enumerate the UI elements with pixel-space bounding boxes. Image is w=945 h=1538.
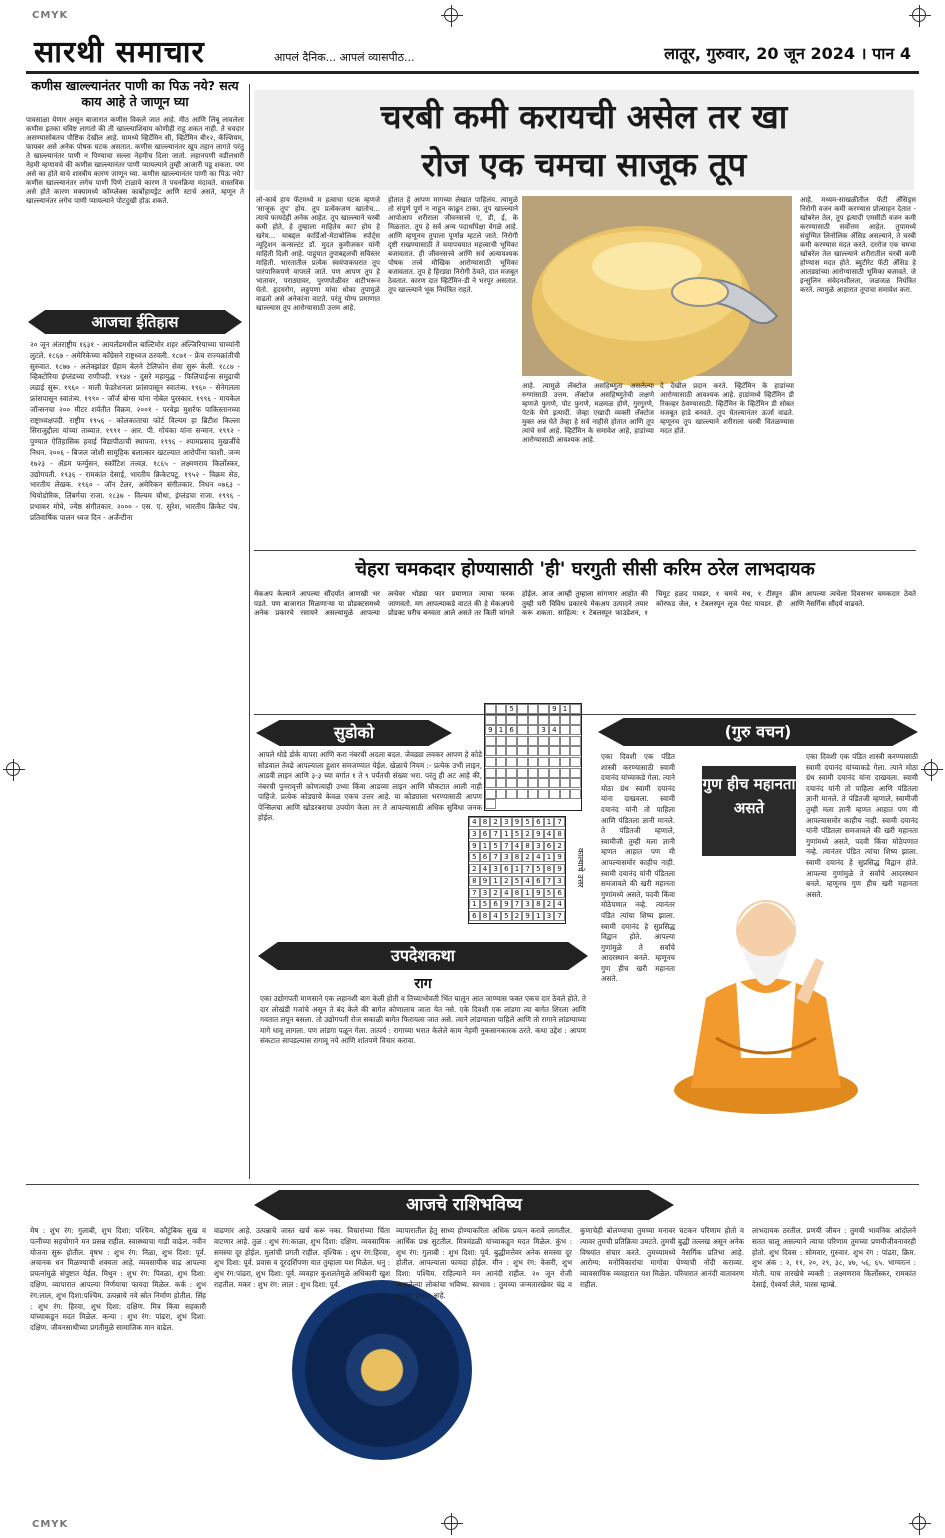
sudoku-cell: 7 <box>554 817 565 827</box>
sudoku-cell[interactable] <box>517 736 528 746</box>
sage-illustration-icon <box>666 858 866 1118</box>
horoscope-title: आजचे राशिभविष्य <box>406 1195 522 1215</box>
registration-mark-icon <box>6 762 20 776</box>
sudoku-cell: 2 <box>490 817 501 827</box>
sudoku-cell[interactable] <box>517 704 528 714</box>
sudoku-cell: 6 <box>469 911 480 921</box>
registration-mark-icon <box>444 1516 458 1530</box>
registration-mark-icon <box>912 1516 926 1530</box>
sudoku-cell[interactable] <box>538 768 549 778</box>
sudoku-cell[interactable] <box>549 757 560 767</box>
sudoku-cell: 5 <box>512 829 523 839</box>
sudoku-cell: 5 <box>480 899 491 909</box>
sudoku-cell[interactable]: 3 <box>538 725 549 735</box>
sudoku-cell: 8 <box>554 829 565 839</box>
history-title: आजचा ईतिहास <box>91 313 179 331</box>
sudoku-cell: 2 <box>544 899 555 909</box>
sudoku-answer-grid <box>468 816 566 924</box>
sudoku-cell: 8 <box>480 817 491 827</box>
headline-line-2: रोज एक चमचा साजूक तूप <box>421 145 747 184</box>
sudoku-cell[interactable] <box>570 715 581 725</box>
sudoku-cell: 8 <box>480 911 491 921</box>
masthead <box>26 28 919 74</box>
sudoku-cell[interactable] <box>528 715 539 725</box>
sudoku-cell: 9 <box>512 817 523 827</box>
sudoku-cell[interactable] <box>528 725 539 735</box>
upadesh-story-title: राग <box>414 976 432 992</box>
sudoku-cell[interactable] <box>538 746 549 756</box>
sudoku-cell[interactable]: 1 <box>496 725 507 735</box>
sudoku-cell: 5 <box>490 841 501 851</box>
sudoku-cell[interactable] <box>496 768 507 778</box>
sudoku-cell[interactable] <box>570 725 581 735</box>
left-article-title: कणीस खाल्ल्यानंतर पाणी का पिऊ नये? सत्य काय आहे ते जाणून घ्या <box>31 78 239 109</box>
sudoku-cell: 7 <box>554 911 565 921</box>
sudoku-cell: 6 <box>533 817 544 827</box>
sudoku-cell: 3 <box>501 817 512 827</box>
sudoku-cell[interactable] <box>549 768 560 778</box>
sudoku-cell: 7 <box>490 852 501 862</box>
sudoku-cell: 2 <box>522 852 533 862</box>
sudoku-cell[interactable] <box>570 778 581 788</box>
sudoku-cell: 6 <box>544 841 555 851</box>
sudoku-cell: 7 <box>469 888 480 898</box>
sudoku-cell[interactable] <box>485 778 496 788</box>
sudoku-cell[interactable] <box>485 799 496 809</box>
ghee-spoon-image <box>522 196 792 376</box>
sudoku-cell[interactable] <box>570 789 581 799</box>
sudoku-cell[interactable] <box>538 789 549 799</box>
sudoku-cell[interactable] <box>570 746 581 756</box>
sudoku-cell[interactable] <box>506 768 517 778</box>
sudoku-cell: 6 <box>490 899 501 909</box>
sudoku-cell: 1 <box>544 817 555 827</box>
face-article-body: मेकअप केल्याने आपल्या सौंदर्यात आणखी भर पडते. पण बाजारात मिळणाऱ्या या प्रोडक्टसमध्ये अनेक प्रकारचे रसायने असल्यामुळे आपल्या त्वचेवर थोड्या फार प्रमाणात त्याचा फरक जाणवतो. मग आपल्याकडे वाटतं की हे मेकअपचे प्रोडक्ट घरीच बनवता आले असते तर किती चांगले होईल. आज आम्ही तुम्हाला सांगणार आहोत की तुम्ही घरी विविध प्रकारचे मेकअप उत्पादने तयार करू शकता. साहित्य: १ टेबलस्पून फाउंडेशन, १ चिमूट हळद पावडर, १ चमचे मध, १ टीस्पून कोरफड जेल, १ टेबलस्पून लूज पेस्ट पावडर. ही क्रीम आपल्या त्वचेला दिवसभर चमकदार ठेवते आणि नैसर्गिक सौंदर्य वाढवते. <box>254 590 916 618</box>
main-article-col-1: लो-कार्ब हाय फॅटमध्ये म हत्वाचा घटक म्हणजे 'साजूक तूप' होय. तूप प्रत्येकजण खातोच... त्याचे फायदेही अनेक आहेत. तूप खाल्ल्याने चरबी कमी होते, हे तुम्हाला माहितेय का? होय हे खरेय... याबद्दल कार्डिओ-मेटाबोलिक स्पोर्ट्स न्यूट्रिशन कन्सल्टंट डॉ. मुदत कुमीजकर यांनी माहिती दिली आहे. पाहूयात तुपाबद्दलची सविस्तर माहिती. भारतातील प्रत्येक स्वयंपाकघरात तूप पारंपारिकपणे वापरले जाते. पण आपण तूप हे भातावर, पराठ्यावर, पुरणपोळीवर वाटीभरून घेतो. हृदयरोग, लठ्ठपणा यांचा धोका तुपामुळे वाढतो असे अनेकांना वाटते. परंतु योग्य प्रमाणात खाल्ल्यास तूप आरोग्यासाठी उत्तम आहे. <box>256 196 380 312</box>
sudoku-cell: 3 <box>501 852 512 862</box>
sudoku-cell: 5 <box>522 817 533 827</box>
cmyk-mark: CMYK <box>32 10 69 21</box>
sudoku-cell: 9 <box>522 911 533 921</box>
sudoku-cell[interactable] <box>517 789 528 799</box>
sudoku-cell: 4 <box>533 852 544 862</box>
sudoku-cell[interactable] <box>496 757 507 767</box>
guru-body-left: एका दिवशी एक पंडित शास्त्री करण्यासाठी स्वामी दयानंद यांच्याकडे गेला. त्याने मोठा ग्रंथ स्वामी दयानंद यांना दाखवला. स्वामी दयानंद यांनी तो पाहिला आणि पंडितला ज्ञानी मानले. ते पंडितजी म्हणाले, स्वामीजी तुम्ही मला ज्ञानी म्हणत आहात पण मी आपल्यासमोर काहीच नाही. स्वामी दयानंद यांनी पंडितला समजावले की खरी महानता गुणांमध्ये असते, पदवी किंवा मोठेपणात नव्हे. त्यानंतर पंडित त्यांचा शिष्य झाला. स्वामी दयानंद हे सुप्रसिद्ध विद्वान होते. आपल्या गुणांमुळे ते सर्वांचे आदरस्थान बनले. म्हणूनच गुण हीच खरी महानता असते. <box>601 752 675 984</box>
sudoku-cell[interactable] <box>496 789 507 799</box>
sudoku-cell[interactable] <box>528 778 539 788</box>
sudoku-cell[interactable] <box>506 746 517 756</box>
horoscope-col-3: व्यापारातील हेतु साध्य होण्याकरिता अधिक प्रयत्न करावे लागतील. आर्थिक प्रश्न सुटतील. मित्रमंडळी यांच्याकडून मदत मिळेल. कुंभ : शुभ रंग: गुलाबी : शुभ दिशा: पूर्व. बुद्धीमत्तेवर अनेक समस्या दूर होतील. आपल्याला फायदा होईल. मीन : शुभ रंग: केसरी, शुभ दिशा: पश्चिम. राहिल्याने मन आनंदी राहील. २० जून रोजी जन्मलेल्या लोकांचा भविष्य. स्वभाव : तुमच्या जन्मतारखेवर चंद्र व बुधाचा प्रभाव आहे. <box>396 1226 572 1300</box>
sudoku-cell[interactable] <box>506 778 517 788</box>
sudoku-cell: 7 <box>490 829 501 839</box>
sudoku-cell[interactable] <box>570 704 581 714</box>
horoscope-col-2-top: वाढणार आहे. उत्पन्नाचे जास्त खर्च करू नका. विचारांच्या चिंता वाटणार आहे. तुळ : शुभ रंग:काळा, शुभ दिशा: दक्षिण. व्यवसायिक समस्या दूर होईल. मुलांची प्रगती राहील. वृश्चिक : शुभ रंग:हिरवा, शुभ दिशा: पूर्व. प्रवास व दूरदर्शिपणा यात तुम्हाला यश मिळेल. धनु : शुभ रंग:पांढरा, शुभ दिशा: पूर्व. व्यवहार कुशलतेमुळे अधिकारी खुश राहतील. मकर : शुभ रंग: लाल : शुभ दिशा: पूर्व. <box>214 1226 390 1289</box>
newspaper-logo: सारथी समाचार <box>34 35 205 70</box>
sudoku-cell[interactable] <box>528 757 539 767</box>
registration-mark-icon <box>444 8 458 22</box>
sudoku-cell[interactable] <box>506 757 517 767</box>
sudoku-cell[interactable] <box>570 757 581 767</box>
sudoku-cell: 3 <box>480 888 491 898</box>
sudoku-cell: 2 <box>522 829 533 839</box>
sudoku-cell: 3 <box>533 841 544 851</box>
headline-line-1: चरबी कमी करायची असेल तर खा <box>380 97 788 136</box>
sudoku-cell: 4 <box>490 911 501 921</box>
sudoku-cell: 5 <box>512 876 523 886</box>
sudoku-cell: 5 <box>533 864 544 874</box>
sudoku-cell: 4 <box>512 841 523 851</box>
sudoku-cell[interactable] <box>485 736 496 746</box>
sudoku-cell[interactable] <box>549 789 560 799</box>
sudoku-cell: 9 <box>469 841 480 851</box>
sudoku-cell: 3 <box>544 911 555 921</box>
sudoku-cell: 1 <box>490 876 501 886</box>
sudoku-cell: 2 <box>512 911 523 921</box>
sudoku-cell: 4 <box>522 876 533 886</box>
sudoku-cell[interactable] <box>538 757 549 767</box>
sudoku-cell: 1 <box>512 864 523 874</box>
sudoku-cell[interactable] <box>517 768 528 778</box>
sudoku-cell[interactable] <box>560 715 571 725</box>
upadesh-body: एका उद्योगपती माणसाने एक लहानशी बाग केली होती व तिच्याभोवती भिंत घालून आत जाण्यास फक्त एकच दार ठेवले होते. ते दार लोखंडी गजांचे असून ते बंद केले की बागेत कोणालाच जाता येत नसे. एके दिवशी एक लांडगा त्या बागेत शिरला आणि गवतात लपून बसला. तो उद्योगपती रोज सकाळी बागेत फिरायला जात असे. त्याने लांडग्याला पाहिले आणि तो रागाने लांडग्याच्या मागे धावू लागला. पण लांडगा पळून गेला. तात्पर्य : रागाच्या भरात केलेले काम नेहमी नुकसानकारक ठरते. कथा उद्देश : आपण संकटात सापडल्यास रागावू नये आणि शांतपणे विचार करावा. <box>260 994 586 1046</box>
sudoku-cell: 7 <box>512 899 523 909</box>
sudoku-cell[interactable]: 9 <box>549 704 560 714</box>
sudoku-cell: 8 <box>512 852 523 862</box>
sudoku-cell[interactable] <box>528 746 539 756</box>
sudoku-cell: 1 <box>480 841 491 851</box>
sudoku-cell[interactable] <box>485 789 496 799</box>
sudoku-cell[interactable] <box>517 715 528 725</box>
sudoku-cell: 9 <box>533 888 544 898</box>
sudoku-rules: आपले थोडे डोके वापरा आणि करा नंबरची अदला बदल. जेवढ्या लवकर आपण हे कोडे सोडवाल तेवढे आपल्याला हुशार समजण्यात येईल. खेळाचे नियम :- प्रत्येक उभी लाइन, आडवी लाइन आणि ३-३ च्या वर्गात १ ते ९ पर्यंतची संख्या भरा. परंतु ही अट आहे की, नंबरची पुनरावृत्ती कोणत्याही उभ्या किंवा आडव्या लाइन आणि चौकटात आली नाही पाहिजे. प्रत्येक कोड्याचे केवळ एकच उत्तर आहे. या कोड्याला भरण्यासाठी आपण पेन्सिलचा आणि खोडरबराचा उपयोग केला तर ते आपल्यासाठी अधिक सुविधा जनक होईल. <box>258 750 482 822</box>
sudoku-cell: 6 <box>533 876 544 886</box>
sudoku-answer-label: काल्याचे उत्तर <box>576 848 585 888</box>
sudoku-cell[interactable] <box>560 768 571 778</box>
sudoku-cell[interactable]: 6 <box>506 725 517 735</box>
sudoku-cell[interactable] <box>560 725 571 735</box>
ghee-jar-icon <box>522 196 792 376</box>
sudoku-cell[interactable] <box>506 789 517 799</box>
registration-mark-icon <box>912 8 926 22</box>
sudoku-cell[interactable] <box>496 704 507 714</box>
sudoku-cell[interactable]: 4 <box>549 725 560 735</box>
sudoku-cell[interactable] <box>517 757 528 767</box>
sudoku-cell: 8 <box>533 899 544 909</box>
sudoku-cell[interactable] <box>560 757 571 767</box>
sudoku-cell: 7 <box>501 841 512 851</box>
horoscope-col-5: लाभदायक ठरतील. प्रणयी जीवन : तुमची भावनिक आंदोलने सतत चालू असल्याने त्याचा परिणाम तुमच्या प्रणयीजीवनावरही होतो. शुभ दिवस : सोमवार, गुरुवार. शुभ रंग : पांढरा, क्रिम. शुभ अंक : २, ११, २०, २९, ३८, ४७, ५६, ६५. भाग्यरत्न : मोती. याच तारखेचे व्यक्ती : लक्ष्मणराव किर्लोस्कर, रामकांत देसाई, ऐश्वर्या लेले, पारस म्हाम्ब्रे. <box>752 1226 916 1289</box>
sudoku-puzzle-grid[interactable] <box>484 703 582 811</box>
sudoku-cell: 2 <box>490 888 501 898</box>
sudoku-cell: 5 <box>501 911 512 921</box>
sudoku-cell[interactable] <box>538 715 549 725</box>
sudoku-cell[interactable] <box>538 704 549 714</box>
sudoku-cell[interactable] <box>485 746 496 756</box>
sudoku-cell[interactable] <box>528 736 539 746</box>
sudoku-cell[interactable] <box>528 789 539 799</box>
sudoku-cell[interactable] <box>506 715 517 725</box>
sudoku-cell[interactable] <box>485 757 496 767</box>
sudoku-cell[interactable] <box>570 736 581 746</box>
sudoku-cell: 6 <box>554 888 565 898</box>
sudoku-cell[interactable]: 9 <box>485 725 496 735</box>
sudoku-cell[interactable] <box>549 746 560 756</box>
sudoku-cell[interactable] <box>560 778 571 788</box>
sudoku-cell[interactable] <box>496 715 507 725</box>
sudoku-cell: 1 <box>501 829 512 839</box>
sudoku-cell: 8 <box>544 864 555 874</box>
newspaper-page <box>26 28 919 1512</box>
sudoku-cell: 1 <box>544 852 555 862</box>
sudoku-cell: 7 <box>544 876 555 886</box>
guru-body-right: एका दिवशी एक पंडित शास्त्री करण्यासाठी स्वामी दयानंद यांच्याकडे गेला. त्याने मोठा ग्रंथ स्वामी दयानंद यांना दाखवला. स्वामी दयानंद यांनी तो पाहिला आणि पंडितला ज्ञानी मानले. ते पंडितजी म्हणाले, स्वामीजी तुम्ही मला ज्ञानी म्हणत आहात पण मी आपल्यासमोर काहीच नाही. स्वामी दयानंद यांनी पंडितला समजावले की खरी महानता गुणांमध्ये असते, पदवी किंवा मोठेपणात नव्हे. त्यानंतर पंडित त्यांचा शिष्य झाला. स्वामी दयानंद हे सुप्रसिद्ध विद्वान होते. आपल्या गुणांमुळे ते सर्वांचे आदरस्थान बनले. म्हणूनच गुण हीच खरी महानता असते. <box>806 752 918 899</box>
sudoku-cell[interactable] <box>485 704 496 714</box>
sudoku-cell: 2 <box>469 864 480 874</box>
sudoku-cell: 6 <box>480 829 491 839</box>
sudoku-cell: 1 <box>469 899 480 909</box>
main-article-headline <box>254 90 914 190</box>
sudoku-title: सुडोको <box>334 723 374 742</box>
main-article-col-3: आहे. त्यामुळे लॅक्टोज असहिष्णुता असलेल्या रुग्णांसाठी उत्तम. लॅक्टोज असहिष्णुतेची लक्षणे म्हणजे फुगणे, पोट फुगणे, मळमळ होणे, गुरगुरणे, पेटके येणे इत्यादी. जेव्हा एखादी व्यक्ती लॅक्टोज मुक्त अन्न घेते तेव्हा हे सर्व नाहीसे होतात आणि तूप त्यांचे सर्व आहे. व्हिटॅमिन के समावेश आहे, हाडांच्या आरोग्यासाठी आवश्यक आहे. <box>522 382 654 444</box>
horoscope-col-1: मेष : शुभ रंग: गुलाबी, शुभ दिशा: पश्चिम. कौटुंबिक सुख व पत्नीच्या सहयोगाने मन प्रसन्न राहील. स्वास्थ्याचा गाडी वाढेल. नवीन योजना सुरू होतील. वृषभ : शुभ रंग: निळा, शुभ दिशा: पूर्व. अचानक धन मिळण्याची शक्यता आहे. व्यवसायीक वाढ आपल्या प्रयत्नांमुळे संपुष्टात येईल. मिथुन : शुभ रंग: पिवळा, शुभ दिशा: दक्षिण. व्यापारात आपल्या निर्णयाचा फायदा मिळेल. कर्क : शुभ रंग:लाल, शुभ दिशा:पश्चिम. उत्पन्नाचे नवे स्रोत निर्माण होतील. सिंह : शुभ रंग: हिरवा, शुभ दिशा: दक्षिण. मित्र किंवा सहकारी यांच्याकडून मदत मिळेल. कन्या : शुभ रंग: पांढरा, शुभ दिशा: दक्षिण. जीवनसाथीच्या प्रगतीमुळे सामाजिक मान वाढेल. <box>30 1226 206 1333</box>
sudoku-cell[interactable]: 5 <box>506 704 517 714</box>
history-body: २० जून अंतराष्ट्रीय १६३१ - आयर्लंडमधील बाल्टिमोर शहर अल्जिरियाच्या चाच्यांनी लुटले. १८६७ - अमेरिकेच्या काँग्रेसने राष्ट्रध्वज ठरवली. १८७१ - फ्रेंच राज्यक्रांतीची सुरुवात. १८७७ - अलेक्झांडर ग्रॅहाम बेलने टेलिफोन सेवा सुरू केली. १८८७ - व्हिक्टोरिया इंग्लंडच्या राणीपदी. १९४४ - दुसरे महायुद्ध - फिलिपाईन्स समुद्राची लढाई सुरू. १९६० - माली फेडरेशनला फ्रांसपासून स्वातंत्र्य. १९६० - सेनेगलला फ्रांसपासून स्वातंत्र्य. १९९० - जॉर्ज बोग्स यांना नोबेल पुरस्कार. १९९६ - मायकेल जॉन्सनचा २०० मीटर शर्यतीत विक्रम. २००१ - परवेझ मुशर्रफ पाकिस्तानच्या राष्ट्राध्यक्षपदी. राष्ट्रीय १९५६ - कोलकाताचा फोर्ट विल्यम हा ब्रिटीश किल्ला सिराजुद्दौला यांच्या ताब्यात. १९९१ - आर. पी. गोयंका यांना सन्मान. १९९२ - पुण्यात ऐतिहासिक हवाई विद्यापीठाची स्थापना. १९९६ - श्यामप्रसाद मुखर्जीचे निधन. २००६ - बिजल जोशी सामूहिक बलात्कार खटल्यात आरोपींना फाशी. जन्म १७२३ - ॲडम फर्ग्युसन, स्कॉटिश तत्त्वज्ञ. १८६५ - लक्ष्मणराव किर्लोस्कर, उद्योगपती. १९३६ - रामकांत देसाई, भारतीय क्रिकेटपटू. १९५२ - विक्रम सेठ, भारतीय लेखक. १९६० - जॉन टेलर, अमेरिकन संगीतकार. निधन ०७६३ - थियोडोरिक, लिंबर्गचा राजा. १८३७ - विल्यम चौथा, इंग्लंडचा राजा. १९९६ - प्रभाकर मोघे, ज्येष्ठ संगीतकार. २००० - एस. ए. सुरेश, भारतीय क्रिकेट पंच. प्रतिवार्षिक पालन ध्वज दिन - अर्जेन्टीना <box>30 340 240 522</box>
sudoku-cell: 7 <box>522 864 533 874</box>
sudoku-cell: 8 <box>512 888 523 898</box>
sudoku-cell[interactable] <box>496 736 507 746</box>
sudoku-cell[interactable] <box>560 736 571 746</box>
sudoku-cell[interactable] <box>560 789 571 799</box>
sudoku-cell: 6 <box>480 852 491 862</box>
sudoku-cell[interactable] <box>517 725 528 735</box>
cmyk-mark: CMYK <box>32 1519 69 1530</box>
sudoku-cell: 1 <box>522 888 533 898</box>
sudoku-cell: 9 <box>501 899 512 909</box>
sudoku-cell: 3 <box>522 899 533 909</box>
sudoku-cell: 1 <box>533 911 544 921</box>
sudoku-cell: 2 <box>554 841 565 851</box>
sudoku-cell[interactable] <box>549 778 560 788</box>
sudoku-cell[interactable] <box>528 768 539 778</box>
sudoku-cell[interactable] <box>570 768 581 778</box>
face-article-title: चेहरा चमकदार होण्यासाठी 'ही' घरगुती सीसी करिम ठरेल लाभदायक <box>355 559 815 580</box>
sudoku-cell: 3 <box>554 876 565 886</box>
sudoku-cell[interactable] <box>517 746 528 756</box>
sudoku-cell[interactable] <box>528 704 539 714</box>
sudoku-cell: 3 <box>469 829 480 839</box>
sudoku-cell: 9 <box>480 876 491 886</box>
sudoku-cell[interactable] <box>485 715 496 725</box>
tagline: आपलं दैनिक... आपलं व्यासपीठ... <box>274 51 415 64</box>
sudoku-cell: 4 <box>480 864 491 874</box>
guru-title: (गुरु वचन) <box>724 722 792 741</box>
registration-mark-icon <box>924 762 938 776</box>
sudoku-cell: 3 <box>490 864 501 874</box>
dateline: लातूर, गुरुवार, 20 जून 2024 । पान 4 <box>664 44 911 63</box>
sudoku-cell[interactable] <box>549 715 560 725</box>
sudoku-cell[interactable] <box>517 778 528 788</box>
sudoku-cell[interactable] <box>506 736 517 746</box>
left-article-body: पावसाळा येणार असून बाजारात कणीस विकले जात आहे. मीठ आणि लिंबू लावलेला कणीस इतका चविष्ट लागतो की ती खाल्ल्याशिवाय कोणीही राहू शकत नाही. ते चवदार असण्यासोबतच पौष्टिक देखील आहे. यामध्ये व्हिटॅमिन सी, व्हिटॅमिन बी१२, कॅल्शियम, फायबर असे अनेक पोषक घटक असतात. कणीस खाल्ल्यानंतर खूप तहान लागते परंतु ते खाल्ल्यानंतर पाणी न पिण्याचा सल्ला नेहमीच दिला जातो. लहानपणी वडीलधारी नेहमी म्हणायचे की कणीस खाल्ल्यानंतर पाणी प्यायल्याने तुम्ही आजारी पडू शकता. पण असे का होते याचे शास्त्रीय कारण जाणून घ्या. कणीस खाल्ल्यानंतर पाणी का पिऊ नये? कणीस खाल्ल्यानंतर लगेच पाणी पिणे टाळावे कारण ते पचनक्रिया मंदावते. वास्तविक असे होते कारण मक्यामध्ये कॉम्प्लेक्स कार्बोहायड्रेट आणि स्टार्च असते, म्हणून ते खाल्ल्यानंतर लगेच पाणी प्यायल्याने पोटदुखी होऊ शकते. <box>26 116 244 205</box>
sudoku-cell: 5 <box>544 888 555 898</box>
sudoku-cell: 4 <box>554 899 565 909</box>
sudoku-cell[interactable] <box>538 736 549 746</box>
sudoku-cell: 4 <box>544 829 555 839</box>
sudoku-cell: 2 <box>501 876 512 886</box>
sudoku-cell[interactable] <box>485 768 496 778</box>
sudoku-cell: 9 <box>533 829 544 839</box>
guru-quote-box: गुण हीच महानता असते <box>702 766 796 856</box>
sudoku-cell: 9 <box>554 864 565 874</box>
sudoku-cell[interactable] <box>560 746 571 756</box>
main-article-col-2: होतात हे आपण मागच्या लेखात पाहिलंय. त्यामुळे तो संपूर्ण पूर्ण न नाहून काढून टाका. तूप खाल्ल्याने आपोआप शरीराला जीवनसत्त्वे ए, डी, ई, के मिळतात. तूप हे सर्व अन्य पदार्थांपेक्षा वेगळे आहे. आणि म्हणूनच तुपाला पूर्णान्न म्हटले जाते. निरोगी दृष्टी राखण्यासाठी ते चयापचयात महत्त्वाची भूमिका बजावतात. ही जीवनसत्त्वे आणि सर्व अत्यावश्यक पोषक तत्त्वे मौखिक आरोग्यासाठी भूमिका बजावतात. तूप हे हिरड्या निरोगी ठेवते, दात मजबूत ठेवतात. कारण दात व्हिटॅमिन-डी ने भरपूर असतात. तूप खाल्ल्याने भूक नियंत्रित राहते. <box>388 196 518 294</box>
sudoku-cell[interactable] <box>496 778 507 788</box>
sudoku-cell: 9 <box>554 852 565 862</box>
sudoku-cell: 4 <box>501 888 512 898</box>
sudoku-cell[interactable] <box>538 778 549 788</box>
sudoku-cell: 8 <box>522 841 533 851</box>
sudoku-cell: 5 <box>469 852 480 862</box>
main-article-col-4: दे देखील प्रदान करते. व्हिटॅमिन के हाडांच्या आरोग्यासाठी आवश्यक आहे. हाडांमध्ये व्हिटॅमिन डी रिकव्हर ठेवण्यासाठी. व्हिटॅमिन के व्हिटॅमिन डी सोबत मजबूत हाडे बनवते. तूप घेतल्यानंतर ऊर्जा वाढते. म्हणूनच तूप खाल्ल्याने शरीराला चरबी वितळण्यास मदत होते. <box>660 382 794 435</box>
sudoku-cell: 6 <box>501 864 512 874</box>
main-article-col-5: आहे. मध्यम-साखळीतील फॅटी ॲसिड्स निरोगी वजन कमी करण्यास प्रोत्साहन देतात - खोबरेल तेल, तूप इत्यादी एमसीटी वजन कमी करण्यासाठी सर्वोत्तम आहेत. तुपामध्ये संयुग्मित लिनोलिक ॲसिड असल्याने, ते चरबी कमी करण्यास मदत करते. दररोज एक चमचा खोबरेल तेल खाल्ल्याने शरीरातील चरबी कमी होण्यास मदत होते. ब्युटीरेट फॅटी ॲसिड हे आतड्यांच्या आरोग्यासाठी भूमिका बजावते. जे इन्सुलिन संवेदनशीलता, जळजळ नियंत्रित करते. त्यामुळे आहारात तूपाचा समावेश करा. <box>800 196 916 294</box>
upadesh-title: उपदेशकथा <box>391 946 455 965</box>
sudoku-cell: 8 <box>469 876 480 886</box>
sudoku-cell[interactable]: 1 <box>560 704 571 714</box>
horoscope-col-4: कुणाचेही बोलण्याचा तुमच्या मनावर चटकन परिणाम होतो व त्यावर तुमची प्रतिक्रिया उमटते. तुमची बुद्धी तल्लख असून अनेक विषयांत संचार करते. तुमच्यामध्ये नैसर्गिक प्रतिभा आहे. आरोग्य: मनोविकारांचा मागोवा घेण्याची नोंदी कराव्या. व्यावसायिक व्यवहारात यश मिळेल. परिवारात आनंदी वातावरण राहील. <box>580 1226 744 1289</box>
sudoku-cell[interactable] <box>496 746 507 756</box>
sudoku-cell[interactable] <box>549 736 560 746</box>
sudoku-cell: 4 <box>469 817 480 827</box>
